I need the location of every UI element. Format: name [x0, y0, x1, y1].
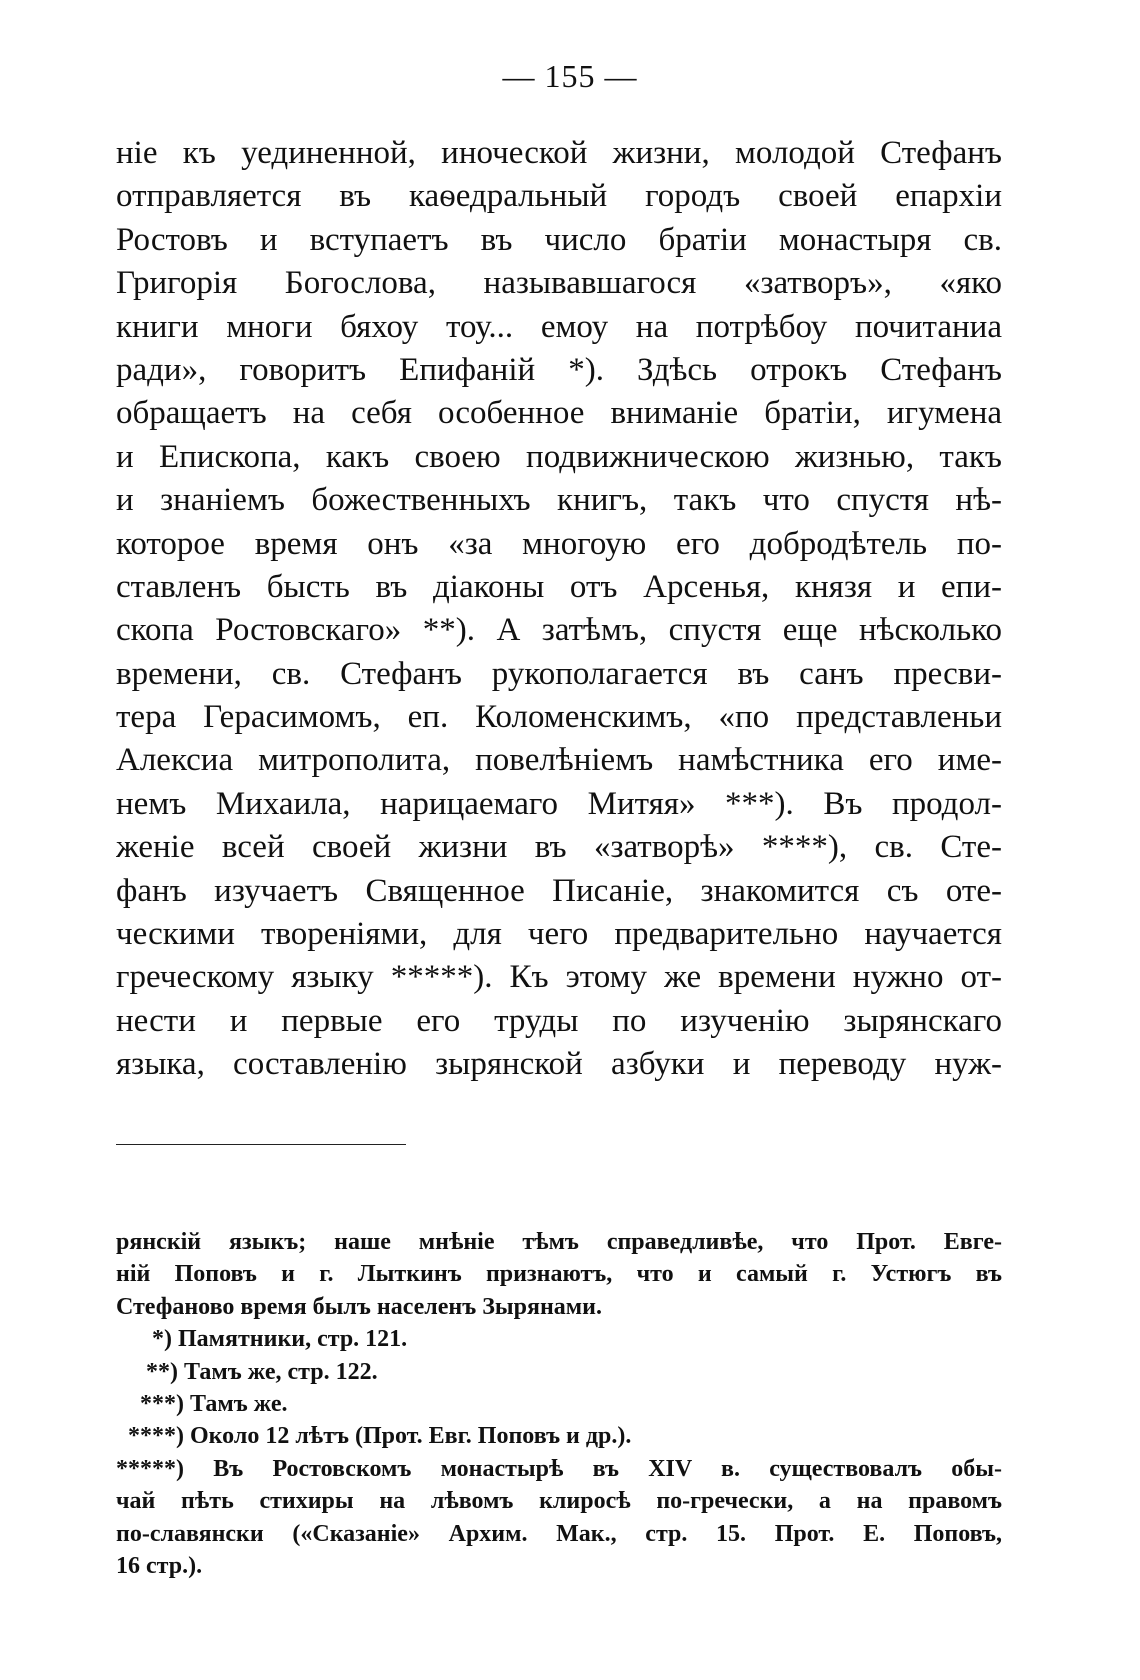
text-line: языка, составленію зырянской азбуки и переводу нуж- — [116, 1046, 1002, 1083]
footnote-line: ***) Тамъ же. — [116, 1390, 288, 1417]
text-line: Алексиа митрополита, повелѣніемъ намѣстника его име- — [116, 742, 1002, 779]
text-line: книги многи бяхоу тоу... емоу на потрѣбоу почитаниа — [116, 308, 1002, 345]
text-line: Ростовъ и вступаетъ въ число братіи монастыря св. — [116, 221, 1002, 258]
text-line: которое время онъ «за многоую его добродѣтель по- — [116, 525, 1002, 562]
text-line: женіе всей своей жизни въ «затворѣ» ****), св. Сте- — [116, 829, 1002, 866]
footnote-line: 16 стр.). — [116, 1552, 203, 1579]
text-line: ніе къ уединенной, иноческой жизни, молодой Стефанъ — [116, 135, 1002, 171]
text-line: немъ Михаила, нарицаемаго Митяя» ***). Въ продол- — [116, 785, 1002, 822]
footnote-line: ній Поповъ и г. Лыткинъ признаютъ, что и самый г. Устюгъ въ — [116, 1261, 1002, 1288]
text-line: времени, св. Стефанъ рукополагается въ санъ пресви- — [116, 655, 1002, 692]
footnote-divider — [116, 1144, 406, 1145]
text-line: тера Герасимомъ, еп. Коломенскимъ, «по представленьи — [116, 699, 1002, 736]
text-line: и знаніемъ божественныхъ книгъ, такъ что спустя нѣ- — [116, 482, 1002, 519]
text-line: Григорія Богослова, называвшагося «затворъ», «яко — [116, 265, 1002, 302]
text-line: и Епископа, какъ своею подвижническою жизнью, такъ — [116, 438, 1002, 475]
text-line: греческому языку *****). Къ этому же времени нужно от- — [116, 959, 1002, 996]
text-line: отправляется въ каѳедральный городъ своей епархіи — [116, 178, 1002, 215]
footnote-line: *****) Въ Ростовскомъ монастырѣ въ XIV в. существовалъ обы- — [116, 1455, 1002, 1482]
text-line: фанъ изучаетъ Священное Писаніе, знакомится съ оте- — [116, 872, 1002, 909]
footnote-line: рянскій языкъ; наше мнѣніе тѣмъ справедливѣе, что Прот. Евге- — [116, 1229, 1002, 1255]
text-line: скопа Ростовскаго» **). А затѣмъ, спустя еще нѣсколько — [116, 612, 1002, 649]
footnote-line: **) Тамъ же, стр. 122. — [116, 1358, 378, 1385]
text-line: ческими твореніями, для чего предварительно научается — [116, 916, 1002, 953]
footnotes — [116, 1226, 1002, 1582]
text-line: ради», говоритъ Епифаній *). Здѣсь отрокъ Стефанъ — [116, 351, 1002, 388]
page-number: — 155 — — [502, 58, 638, 94]
footnote-line: Стефаново время былъ населенъ Зырянами. — [116, 1293, 602, 1320]
main-text — [116, 132, 1002, 1087]
footnote-line: ****) Около 12 лѣтъ (Прот. Евг. Поповъ и др.). — [116, 1423, 632, 1450]
footnote-line: по-славянски («Сказаніе» Архим. Мак., стр. 15. Прот. Е. Поповъ, — [116, 1520, 1002, 1547]
footnote-line: чай пѣть стихиры на лѣвомъ клиросѣ по-гречески, а на правомъ — [116, 1488, 1002, 1515]
footnote-line: *) Памятники, стр. 121. — [116, 1326, 408, 1353]
text-line: нести и первые его труды по изученію зырянскаго — [116, 1002, 1002, 1039]
text-line: обращаетъ на себя особенное вниманіе братіи, игумена — [116, 395, 1002, 432]
text-line: ставленъ бысть въ діаконы отъ Арсенья, князя и епи- — [116, 568, 1002, 605]
